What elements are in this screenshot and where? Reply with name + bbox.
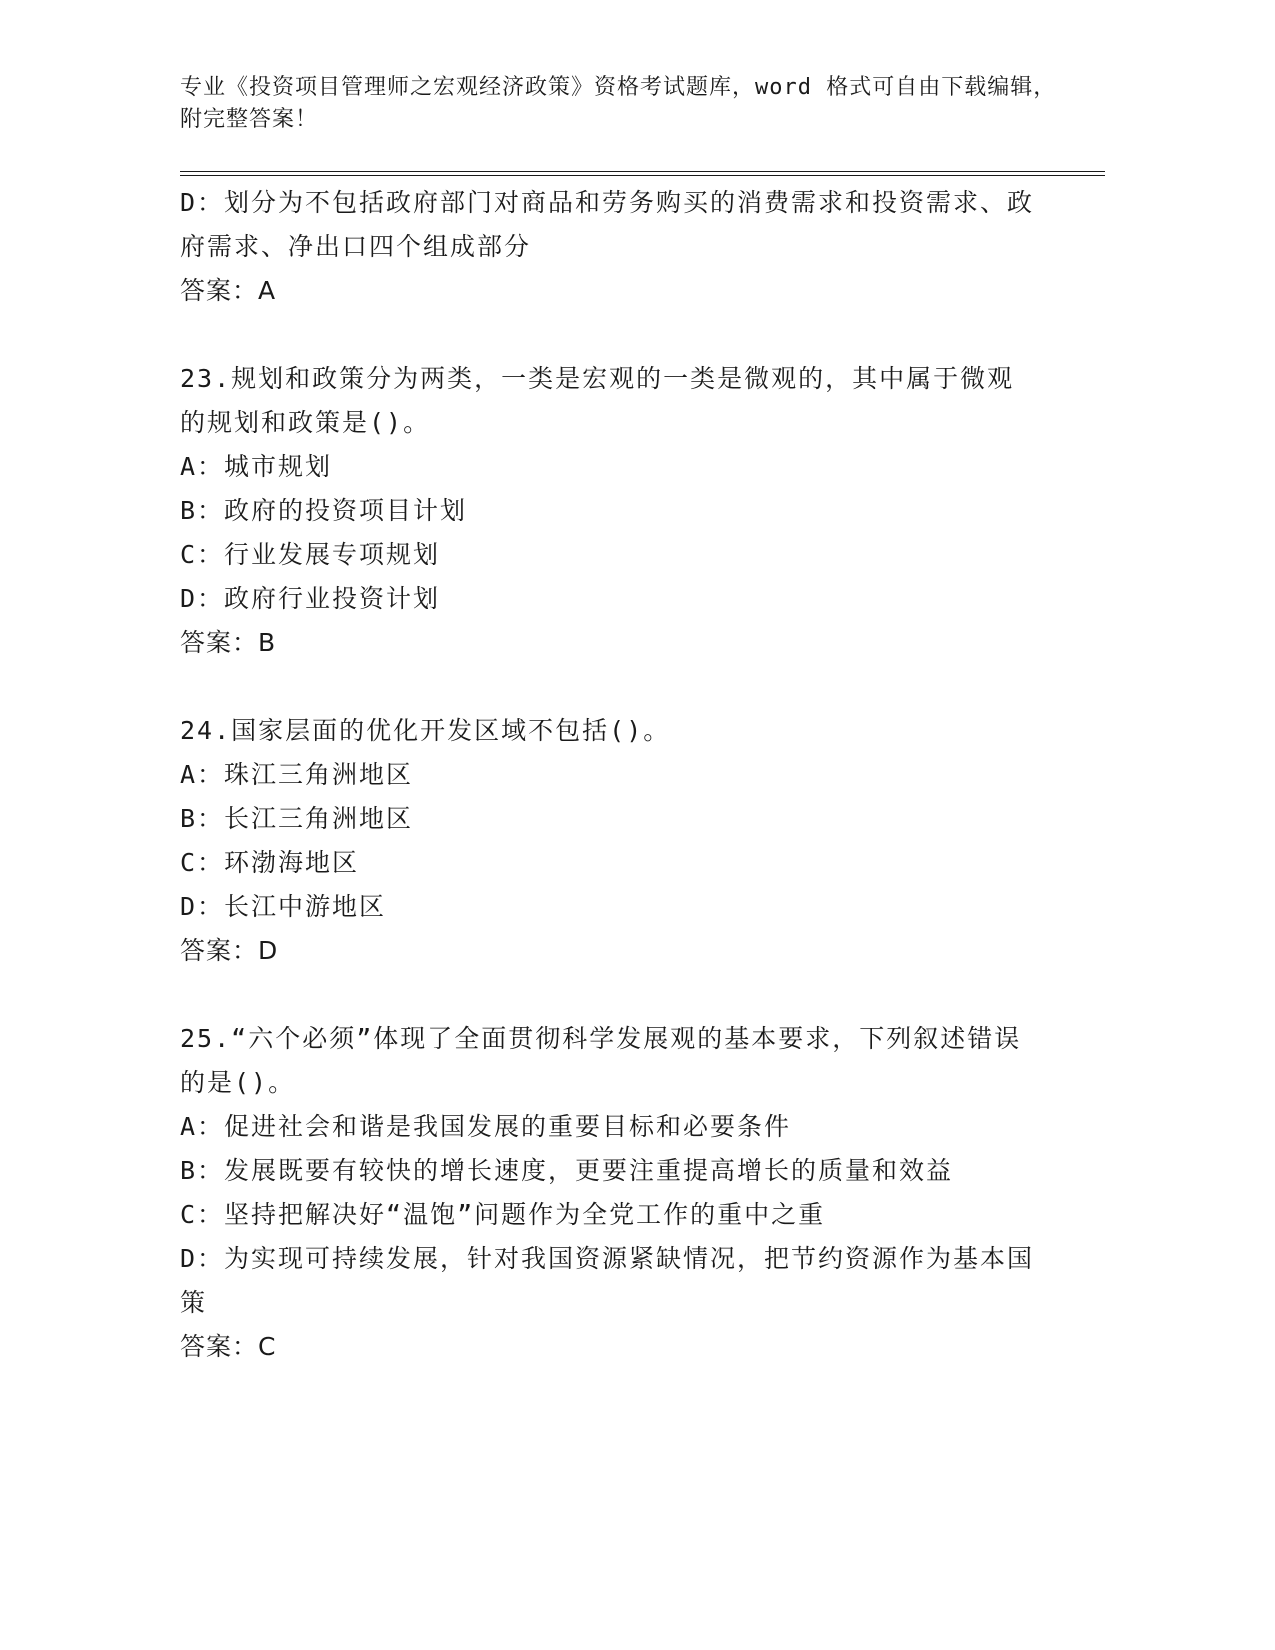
option-b: B：长江三角洲地区	[180, 804, 414, 833]
option-d: D：为实现可持续发展，针对我国资源紧缺情况，把节约资源作为基本国策	[180, 1244, 1035, 1317]
prev-question-tail	[180, 181, 1040, 313]
option-c: C：坚持把解决好“温饱”问题作为全党工作的重中之重	[180, 1200, 826, 1229]
option-c: C：行业发展专项规划	[180, 540, 441, 569]
question-stem: 25.“六个必须”体现了全面贯彻科学发展观的基本要求，下列叙述错误的是()。	[180, 1024, 1022, 1097]
option-a: A：珠江三角洲地区	[180, 760, 414, 789]
answer: 答案：C	[180, 1332, 277, 1361]
question-stem: 23.规划和政策分为两类，一类是宏观的一类是微观的，其中属于微观的规划和政策是()。	[180, 364, 1015, 437]
option-a: A：城市规划	[180, 452, 333, 481]
option-b: B：发展既要有较快的增长速度，更要注重提高增长的质量和效益	[180, 1156, 954, 1185]
question-25	[180, 1017, 1040, 1369]
spacer	[180, 313, 1040, 357]
header-rule-bottom	[180, 175, 1105, 176]
question-24	[180, 709, 1040, 973]
question-content	[180, 181, 1040, 1369]
document-header: 专业《投资项目管理师之宏观经济政策》资格考试题库，word 格式可自由下载编辑，附完整答案！	[180, 75, 1057, 132]
answer: 答案：D	[180, 936, 279, 965]
header-rule-top	[180, 171, 1105, 172]
question-23	[180, 357, 1040, 665]
answer: 答案：B	[180, 628, 277, 657]
spacer	[180, 665, 1040, 709]
option-d: D：长江中游地区	[180, 892, 387, 921]
option-c: C：环渤海地区	[180, 848, 360, 877]
option-d: D：划分为不包括政府部门对商品和劳务购买的消费需求和投资需求、政府需求、净出口四个组成部分	[180, 188, 1035, 261]
question-stem: 24.国家层面的优化开发区域不包括()。	[180, 716, 671, 745]
option-b: B：政府的投资项目计划	[180, 496, 468, 525]
spacer	[180, 973, 1040, 1017]
option-d: D：政府行业投资计划	[180, 584, 441, 613]
answer: 答案：A	[180, 276, 277, 305]
option-a: A：促进社会和谐是我国发展的重要目标和必要条件	[180, 1112, 792, 1141]
